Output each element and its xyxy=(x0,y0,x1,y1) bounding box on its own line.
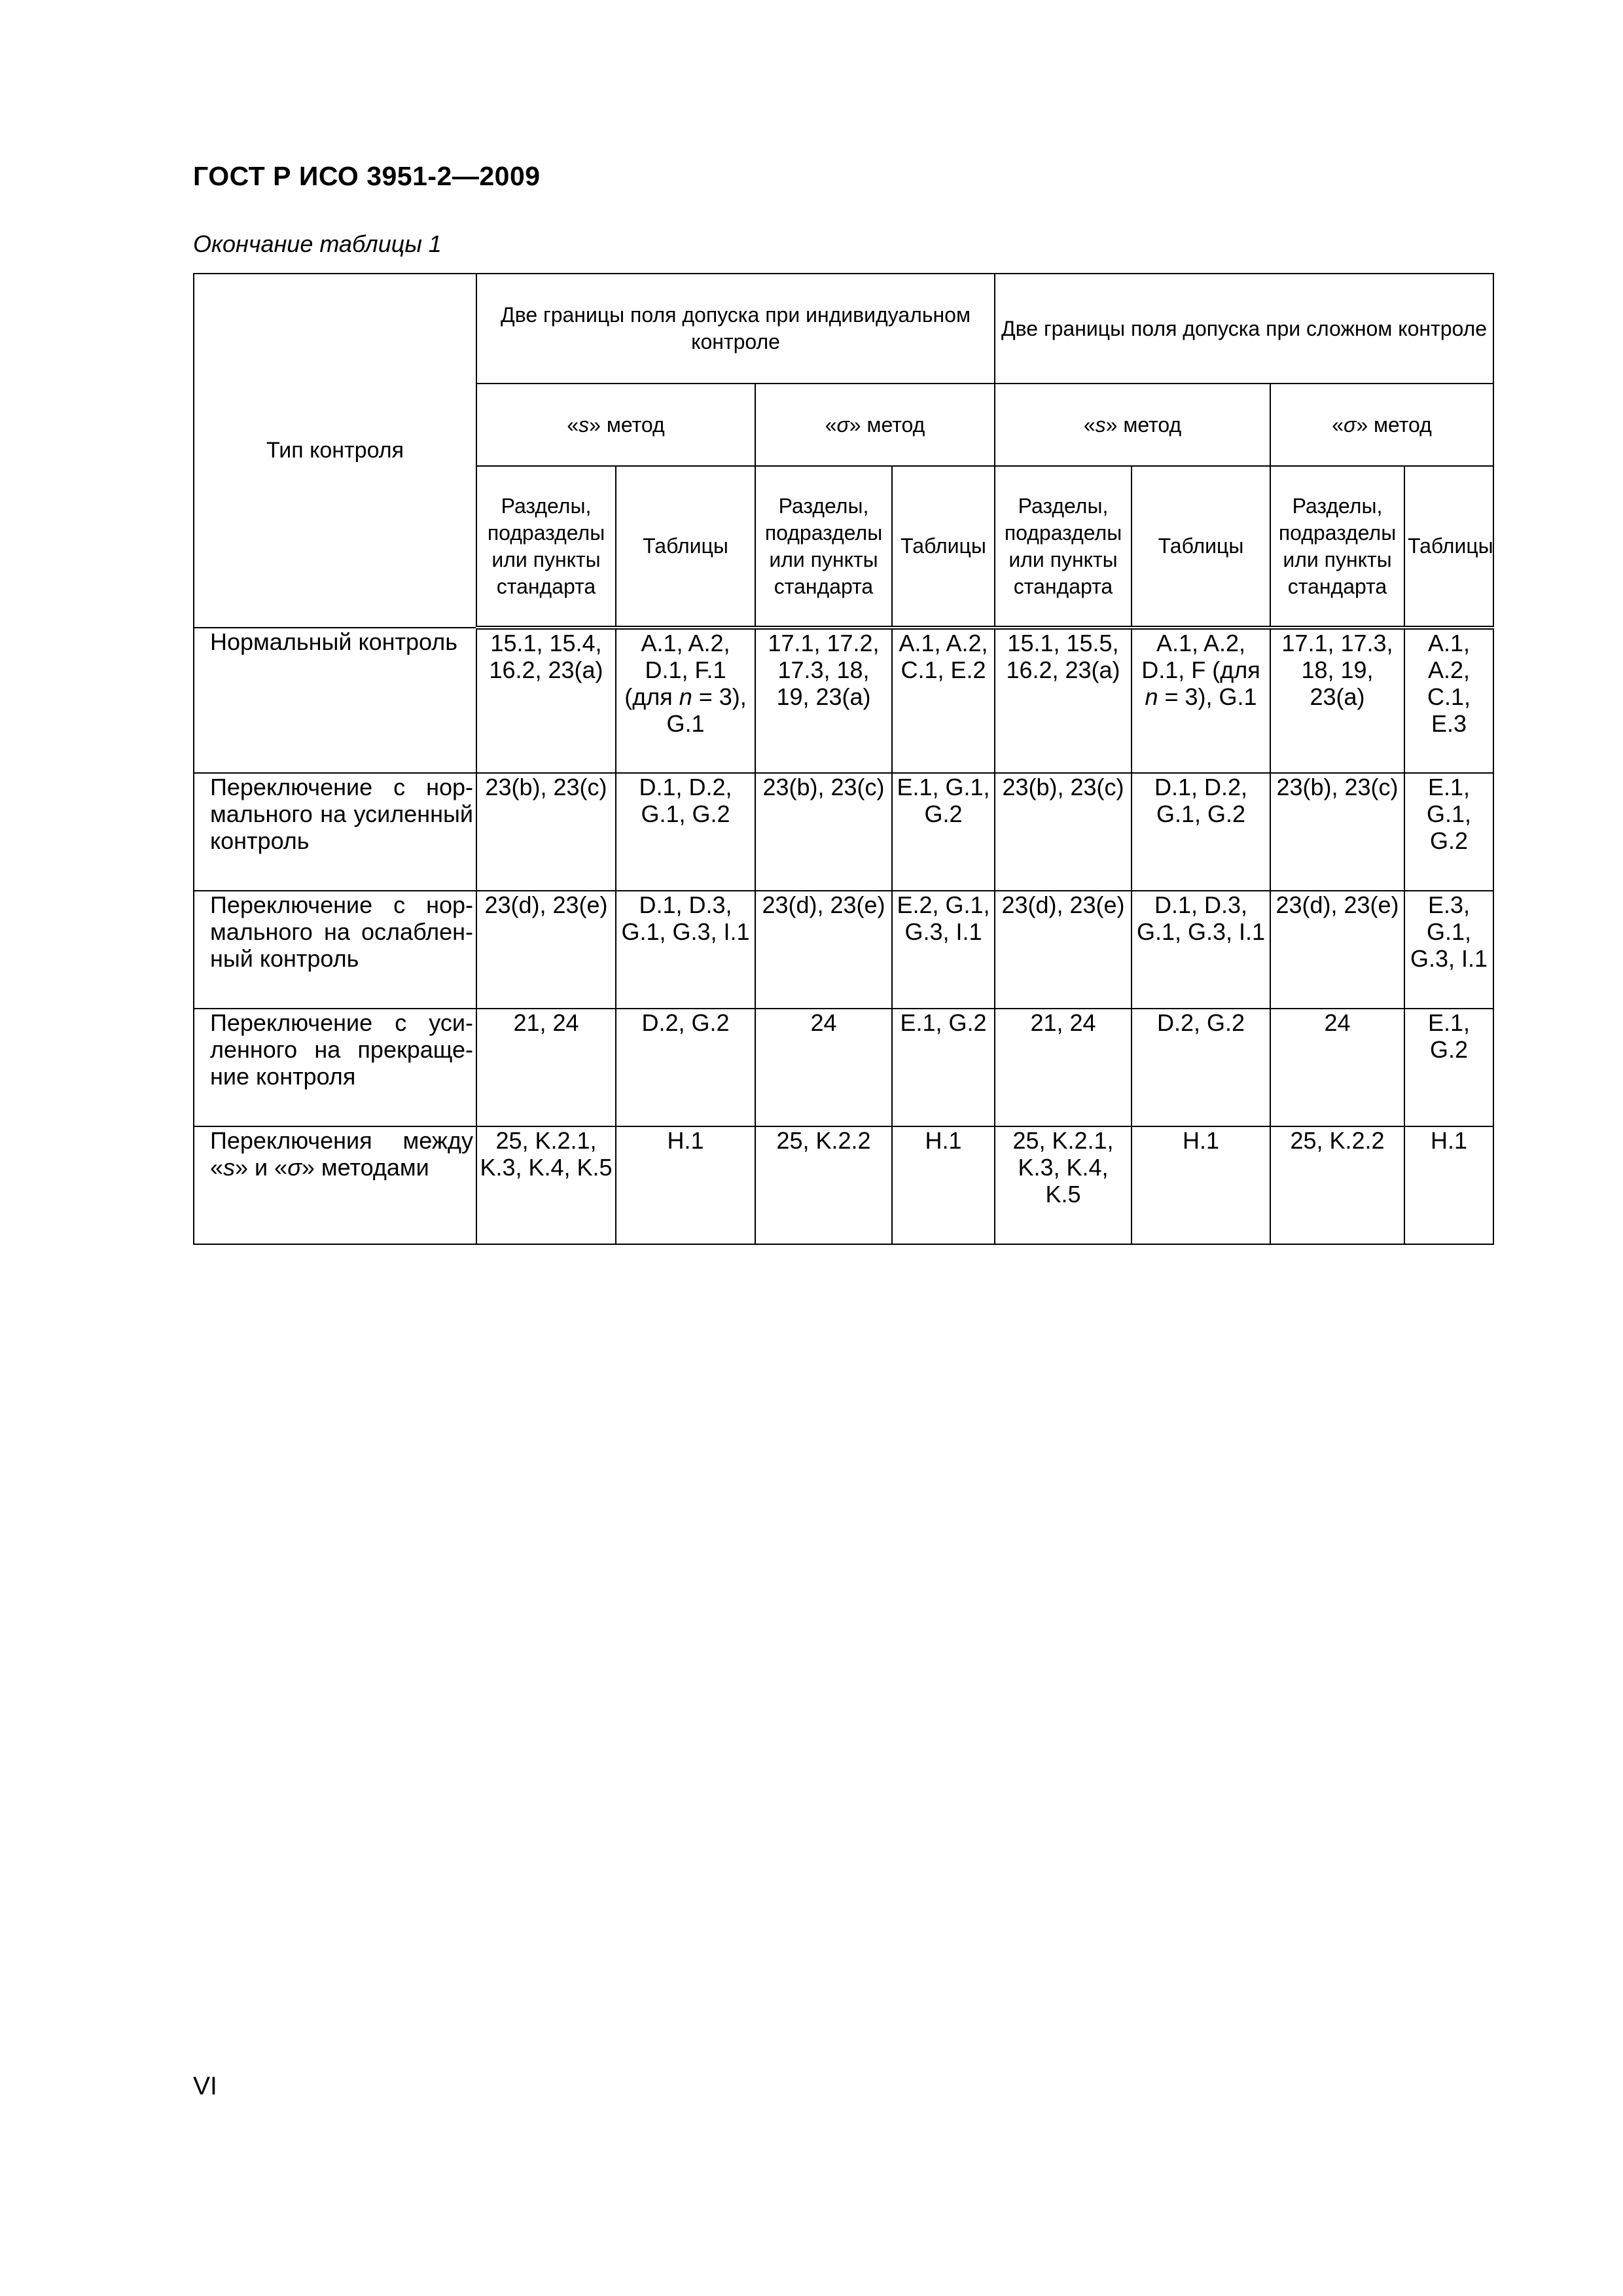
row-label: Переключение с нормального на ослабленный контроль xyxy=(194,891,476,1009)
header-sigma-method-individual: «σ» метод xyxy=(755,384,995,466)
table-cell: 23(b), 23(c) xyxy=(755,773,892,891)
table-row xyxy=(194,891,1493,1009)
table-row xyxy=(194,1009,1493,1126)
row-label: Переключения между «s» и «σ» методами xyxy=(194,1126,476,1244)
table-cell: D.1, D.3, G.1, G.3, I.1 xyxy=(1132,891,1270,1009)
table-row xyxy=(194,773,1493,891)
header-sections: Разделы, подразделы или пункты стандарта xyxy=(1270,466,1404,628)
header-s-method-individual: «s» метод xyxy=(476,384,755,466)
row-label: Переключение с усиленного на прекращение контроля xyxy=(194,1009,476,1126)
table-cell: 25, K.2.1, K.3, K.4, K.5 xyxy=(476,1126,616,1244)
table-cell: 23(d), 23(e) xyxy=(476,891,616,1009)
header-combined-control: Две границы поля допуска при сложном контроле xyxy=(995,274,1493,384)
table-cell: 15.1, 15.5, 16.2, 23(a) xyxy=(995,628,1132,773)
table-cell: 24 xyxy=(755,1009,892,1126)
header-sections: Разделы, подразделы или пункты стандарта xyxy=(476,466,616,628)
table-cell: A.1, A.2, D.1, F (для n = 3), G.1 xyxy=(1132,628,1270,773)
table-cell: E.1, G.2 xyxy=(1404,1009,1493,1126)
table-row xyxy=(194,628,1493,773)
table-cell: E.1, G.1, G.2 xyxy=(892,773,995,891)
header-individual-control: Две границы поля допуска при индивидуальном контроле xyxy=(476,274,995,384)
table-cell: E.3, G.1, G.3, I.1 xyxy=(1404,891,1493,1009)
table-cell: 17.1, 17.3, 18, 19, 23(a) xyxy=(1270,628,1404,773)
table-cell: E.2, G.1, G.3, I.1 xyxy=(892,891,995,1009)
table-cell: H.1 xyxy=(1132,1126,1270,1244)
header-s-method-combined: «s» метод xyxy=(995,384,1270,466)
header-sections: Разделы, подразделы или пункты стандарта xyxy=(755,466,892,628)
table-header xyxy=(194,274,1493,628)
table-cell: D.1, D.3, G.1, G.3, I.1 xyxy=(616,891,755,1009)
table-cell: H.1 xyxy=(616,1126,755,1244)
table-cell: 23(d), 23(e) xyxy=(995,891,1132,1009)
table-cell: A.1, A.2, C.1, E.2 xyxy=(892,628,995,773)
table-cell: 25, K.2.2 xyxy=(1270,1126,1404,1244)
table-cell: 21, 24 xyxy=(476,1009,616,1126)
table-caption: Окончание таблицы 1 xyxy=(193,230,442,257)
header-sections: Разделы, подразделы или пункты стандарта xyxy=(995,466,1132,628)
table-cell: 25, K.2.1, K.3, K.4, K.5 xyxy=(995,1126,1132,1244)
table-cell: D.1, D.2, G.1, G.2 xyxy=(616,773,755,891)
table-cell: 21, 24 xyxy=(995,1009,1132,1126)
table-cell: 23(b), 23(c) xyxy=(476,773,616,891)
inspection-table xyxy=(193,273,1494,1245)
table-cell: E.1, G.2 xyxy=(892,1009,995,1126)
table-cell: D.2, G.2 xyxy=(1132,1009,1270,1126)
table-cell: 15.1, 15.4, 16.2, 23(a) xyxy=(476,628,616,773)
table-cell: E.1, G.1, G.2 xyxy=(1404,773,1493,891)
table-cell: H.1 xyxy=(892,1126,995,1244)
header-tables: Таблицы xyxy=(892,466,995,628)
table-body xyxy=(194,628,1493,1244)
table-row xyxy=(194,1126,1493,1244)
table-cell: 23(b), 23(c) xyxy=(995,773,1132,891)
table-cell: D.1, D.2, G.1, G.2 xyxy=(1132,773,1270,891)
header-tables: Таблицы xyxy=(616,466,755,628)
table-cell: A.1, A.2, D.1, F.1 (для n = 3), G.1 xyxy=(616,628,755,773)
table-cell: 23(b), 23(c) xyxy=(1270,773,1404,891)
row-label: Переключение с нормального на усиленный контроль xyxy=(194,773,476,891)
table-cell: A.1, A.2, C.1, E.3 xyxy=(1404,628,1493,773)
header-tables: Таблицы xyxy=(1132,466,1270,628)
header-sigma-method-combined: «σ» метод xyxy=(1270,384,1493,466)
table-cell: 25, K.2.2 xyxy=(755,1126,892,1244)
table-cell: 23(d), 23(e) xyxy=(755,891,892,1009)
table-cell: D.2, G.2 xyxy=(616,1009,755,1126)
document-code: ГОСТ Р ИСО 3951-2—2009 xyxy=(193,161,541,191)
row-label: Нормальный контроль xyxy=(194,628,476,773)
page-number: VI xyxy=(193,2072,217,2100)
header-tables: Таблицы xyxy=(1404,466,1493,628)
header-inspection-type: Тип контроля xyxy=(194,274,476,628)
table-cell: H.1 xyxy=(1404,1126,1493,1244)
table-cell: 23(d), 23(e) xyxy=(1270,891,1404,1009)
table-cell: 17.1, 17.2, 17.3, 18, 19, 23(a) xyxy=(755,628,892,773)
table-cell: 24 xyxy=(1270,1009,1404,1126)
